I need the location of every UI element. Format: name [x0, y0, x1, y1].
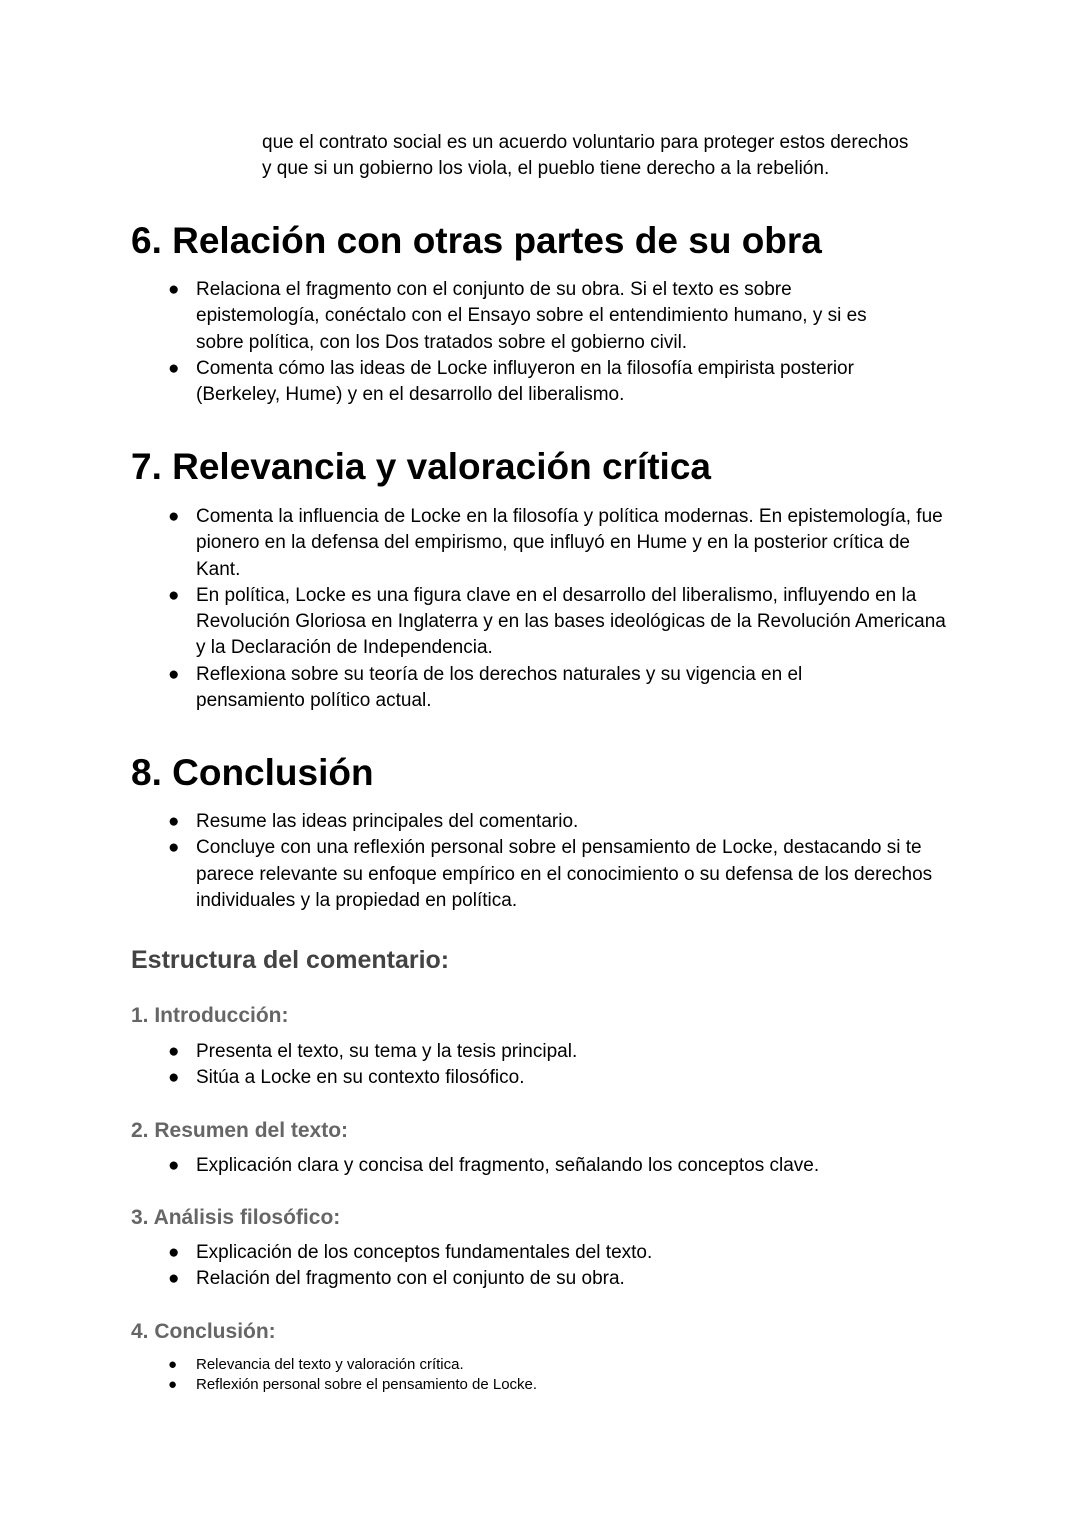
list-item: ● Comenta cómo las ideas de Locke influyeron en la filosofía empirista posterior (Berkeley, Hume) y en el desarrollo del liberalismo. — [168, 357, 854, 406]
section-heading-8: 8. Conclusión — [131, 752, 374, 793]
list-item: ● Relaciona el fragmento con el conjunto de su obra. Si el texto es sobre epistemología, conéctalo con el Ensayo sobre el entendimiento humano, y si es sobre política, con los Dos tratados sobre el gobierno civil. — [168, 279, 867, 353]
bullet-icon: ● — [168, 811, 180, 832]
bullet-icon: ● — [168, 1242, 180, 1263]
structure-part-2-list — [160, 1153, 950, 1179]
list-item: ● En política, Locke es una figura clave en el desarrollo del liberalismo, influyendo en la Revolución Gloriosa en Inglaterra y en las bases ideológicas de la Revolución Americana y la Declaración de Independencia. — [168, 584, 946, 659]
list-item: ● Relación del fragmento con el conjunto de su obra. — [160, 1266, 950, 1292]
section-heading-7: 7. Relevancia y valoración crítica — [131, 446, 711, 487]
bullet-icon: ● — [168, 357, 180, 379]
bullet-icon: ● — [168, 1356, 178, 1373]
bullet-icon: ● — [168, 1268, 180, 1290]
continuation-paragraph — [262, 130, 962, 182]
list-item: ● Reflexión personal sobre el pensamiento de Locke. — [168, 1375, 538, 1393]
list-item: ● Explicación clara y concisa del fragmento, señalando los conceptos clave. — [160, 1153, 950, 1179]
structure-part-heading: 4. Conclusión: — [131, 1320, 276, 1343]
structure-part-4-list — [160, 1355, 950, 1394]
list-item: ● Reflexiona sobre su teoría de los derechos naturales y su vigencia en el pensamiento político actual. — [168, 663, 803, 712]
structure-heading: Estructura del comentario: — [131, 946, 450, 974]
bullet-icon: ● — [168, 584, 180, 606]
structure-part-heading: 3. Análisis filosófico: — [131, 1206, 341, 1229]
structure-part-heading: 2. Resumen del texto: — [131, 1119, 349, 1142]
paragraph-line: que el contrato social es un acuerdo voluntario para proteger estos derechos — [262, 132, 909, 153]
list-item: ● Explicación de los conceptos fundamentales del texto. — [160, 1240, 950, 1266]
structure-part-1-list — [160, 1039, 950, 1092]
section-6-list — [160, 277, 950, 408]
list-item: ● Concluye con una reflexión personal sobre el pensamiento de Locke, destacando si te parece relevante su enfoque empírico en el conocimiento o su defensa de los derechos individuales y la propiedad en política. — [168, 837, 933, 911]
list-item: ● Comenta la influencia de Locke en la filosofía y política modernas. En epistemología, fue pionero en la defensa del empirismo, que influyó en Hume y en la posterior crítica de Kant. — [168, 506, 943, 580]
bullet-icon: ● — [168, 1155, 180, 1176]
bullet-icon: ● — [168, 506, 180, 527]
bullet-icon: ● — [168, 1375, 178, 1393]
section-8-list — [160, 809, 950, 914]
list-item: ● Relevancia del texto y valoración crítica. — [168, 1356, 464, 1373]
section-7-list — [160, 504, 950, 714]
list-item: ● Presenta el texto, su tema y la tesis principal. — [160, 1039, 950, 1065]
paragraph-line: y que si un gobierno los viola, el pueblo tiene derecho a la rebelión. — [262, 158, 830, 179]
section-heading-6: 6. Relación con otras partes de su obra — [131, 220, 822, 261]
list-item: ● Sitúa a Locke en su contexto filosófico. — [160, 1065, 950, 1091]
bullet-icon: ● — [168, 837, 180, 859]
structure-part-3-list — [160, 1240, 950, 1293]
bullet-icon: ● — [168, 1041, 180, 1062]
bullet-icon: ● — [168, 279, 180, 300]
structure-part-heading: 1. Introducción: — [131, 1004, 289, 1027]
bullet-icon: ● — [168, 1067, 180, 1089]
bullet-icon: ● — [168, 663, 180, 685]
list-item: ● Resume las ideas principales del comentario. — [160, 809, 950, 835]
